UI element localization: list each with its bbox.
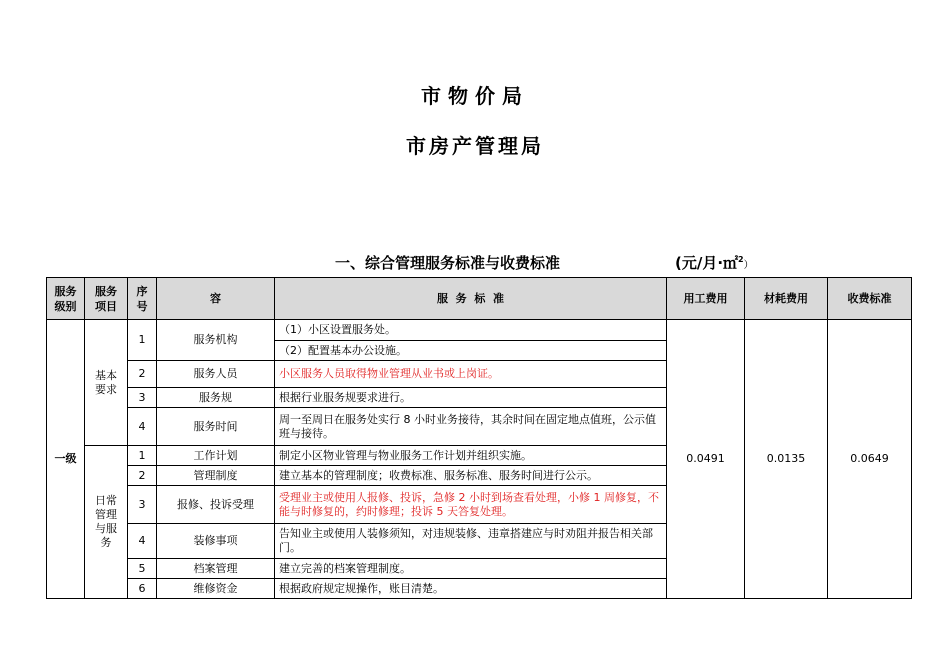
fee-charge: 0.0649 <box>828 320 912 599</box>
header-material: 材耗费用 <box>745 278 828 320</box>
row-seq: 5 <box>128 559 157 579</box>
row-standard: 制定小区物业管理与物业服务工作计划并组织实施。 <box>275 446 667 466</box>
row-seq: 3 <box>128 486 157 524</box>
service-standard-table <box>46 277 912 599</box>
header-content: 容 <box>157 278 275 320</box>
unit-close: ） <box>743 260 754 271</box>
row-seq: 1 <box>128 446 157 466</box>
header-item: 服务项目 <box>85 278 128 320</box>
header-level: 服务级别 <box>47 278 85 320</box>
row-standard: （1）小区设置服务处。 <box>275 320 667 341</box>
row-content: 档案管理 <box>157 559 275 579</box>
fee-material: 0.0135 <box>745 320 828 599</box>
row-content: 服务时间 <box>157 408 275 446</box>
page-title-1: 市物价局 <box>421 84 529 108</box>
row-content: 工作计划 <box>157 446 275 466</box>
header-charge: 收费标准 <box>828 278 912 320</box>
table-row <box>47 320 912 341</box>
header-labor: 用工费用 <box>667 278 745 320</box>
row-seq: 4 <box>128 408 157 446</box>
service-level: 一级 <box>47 320 85 599</box>
row-content: 报修、投诉受理 <box>157 486 275 524</box>
group-basic: 基本要求 <box>85 320 128 446</box>
row-standard: 根据行业服务规要求进行。 <box>275 388 667 408</box>
row-seq: 4 <box>128 524 157 559</box>
row-standard: 受理业主或使用人报修、投诉，急修 2 小时到场查看处理，小修 1 周修复，不能与时修复的，约时修理；投诉 5 天答复处理。 <box>275 486 667 524</box>
group-daily: 日常管理与服务 <box>85 446 128 599</box>
row-standard: 小区服务人员取得物业管理从业书或上岗证。 <box>275 361 667 388</box>
row-standard: （2）配置基本办公设施。 <box>275 341 667 361</box>
row-seq: 3 <box>128 388 157 408</box>
header-seq: 序号 <box>128 278 157 320</box>
row-standard: 根据政府规定规操作，账目清楚。 <box>275 579 667 599</box>
unit-superscript: 2 <box>738 255 744 264</box>
unit-label <box>675 252 754 273</box>
row-standard: 告知业主或使用人装修须知，对违规装修、违章搭建应与时劝阻并报告相关部门。 <box>275 524 667 559</box>
section-title: 一、综合管理服务标准与收费标准 <box>335 254 561 272</box>
row-seq: 6 <box>128 579 157 599</box>
row-content: 服务人员 <box>157 361 275 388</box>
row-standard: 建立完善的档案管理制度。 <box>275 559 667 579</box>
row-content: 服务机构 <box>157 320 275 361</box>
row-standard: 周一至周日在服务处实行 8 小时业务接待，其余时间在固定地点值班，公示值班与接待。 <box>275 408 667 446</box>
row-content: 装修事项 <box>157 524 275 559</box>
row-seq: 2 <box>128 466 157 486</box>
fee-labor: 0.0491 <box>667 320 745 599</box>
row-seq: 1 <box>128 320 157 361</box>
row-seq: 2 <box>128 361 157 388</box>
table-header-row <box>47 278 912 320</box>
row-content: 管理制度 <box>157 466 275 486</box>
unit-text: (元/月·㎡ <box>675 254 739 272</box>
page-title-2: 市房产管理局 <box>406 134 544 158</box>
header-standard: 服 务 标 准 <box>275 278 667 320</box>
row-content: 服务规 <box>157 388 275 408</box>
row-standard: 建立基本的管理制度；收费标准、服务标准、服务时间进行公示。 <box>275 466 667 486</box>
row-content: 维修资金 <box>157 579 275 599</box>
